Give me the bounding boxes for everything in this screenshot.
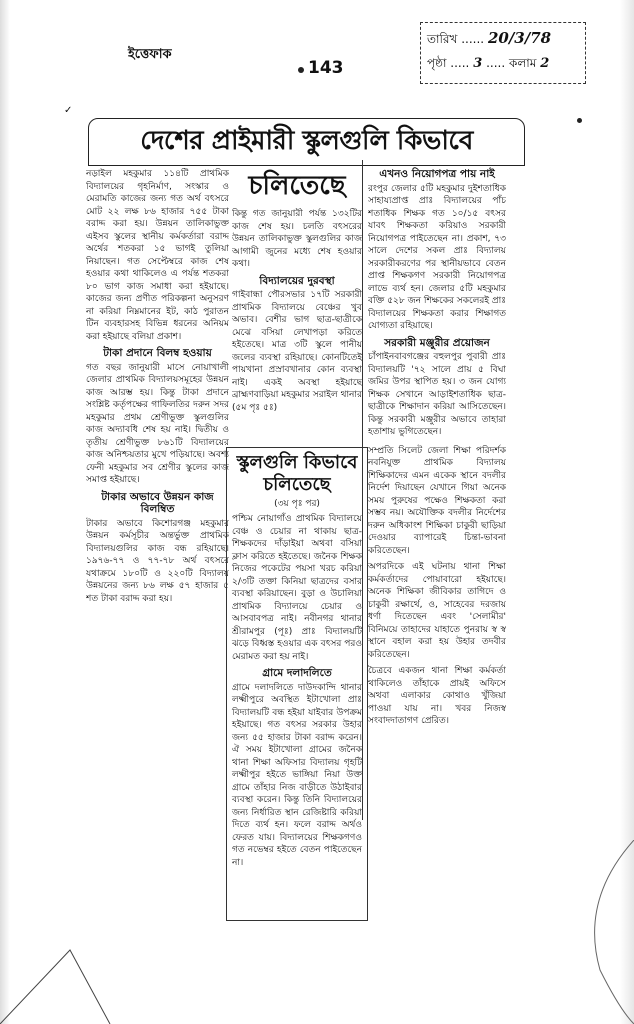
stamp-page-value: 3 (473, 56, 483, 71)
continuation-headline-line2: চলিতেছে (263, 474, 331, 495)
paragraph: পশ্চিম নোয়াগাঁও প্রাথমিক বিদ্যালয়ে বেঞ্চ ও চেয়ার না থাকায় ছাত্র-শিক্ষকদের দাঁড়াইয়া অথবা বসিয়া ক্লাস করিতে হইতেছে। জনৈক শিক্ষক নিজের পকেটের পয়সা খরচ করিয়া ২/৩টি তক্তা কিনিয়া ছাত্রদের বসার ব্যবস্থা করিয়াছেন। বুড়া ও উচালিয়া প্রাথমিক বিদ্যালয়ে চেয়ার ও আসবাবপত্র নাই। নবীনগর থানার শ্রীরামপুর (পূঃ) প্রাঃ বিদ্যালয়টি ঝড়ে বিধ্বস্ত হওয়ার এক বৎসর পরও মেরামত করা হয় নাই। (232, 514, 362, 662)
stamp-date-label: তারিখ (427, 32, 458, 46)
main-headline-line2: চলিতেছে (248, 171, 346, 201)
clipping-page-number: 143 (298, 58, 344, 78)
paragraph: চৈত্রবে একজন থানা শিক্ষা কর্মকর্তা থাকিলেও তাঁহাকে প্রায়ই অফিসে অথবা এলাকার কোথাও খুঁজিয়া পাওয়া যায় না। খবর নিজস্ব সংবাদদাতাগণ প্রেরিত। (368, 666, 506, 726)
article-column-1 (86, 168, 229, 764)
subheading: গ্রামে দলাদলিতে (262, 667, 332, 679)
continuation-headline: স্কুলগুলি কিভাবে (236, 452, 358, 473)
paragraph: রংপুর জেলার ৫টি মহকুমার দুইশতাধিক সাহায্যপ্রাপ্ত প্রাঃ বিদ্যালয়ের পাঁচ শতাধিক শিক্ষক গত ১০/১৫ বৎসর যাবৎ শিক্ষকতা করিয়াও সরকারী নিয়োগপত্র পাইতেছেন না। প্রকাশ, ৭৩ সালে দেশের সকল প্রাঃ বিদ্যালয় সরকারীকরণের পর স্থানীয়ভাবে বেতন প্রাপ্ত শিক্ষকগণ সরকারী নিয়োগপত্র লাভে ব্যর্থ হন। জেলার ৫টি মহকুমার বক্তি ৫২৮ জন শিক্ষকের সকলেরই প্রাঃ বিদ্যালয়ের শিক্ষকতা করার শিক্ষাগত যোগ্যতা রহিয়াছে। (368, 183, 506, 331)
paragraph: কিন্তু গত জানুয়ারী পর্যন্ত ১৩২টির কাজ শেষ হয়। চলতি বৎসরের উন্নয়ন তালিকাভুক্ত স্কুলগুলির কাজ আগামী জুনের মধ্যে শেষ হওয়ার কথা। (232, 209, 362, 269)
article-column-3 (368, 164, 506, 819)
stamp-page-label: পৃষ্ঠা (427, 56, 447, 70)
newspaper-name: ইত্তেফাক (128, 47, 172, 62)
continuation-box (226, 447, 368, 921)
archive-stamp (420, 22, 586, 84)
paragraph: চাঁপাইনবাবগঞ্জের বহুলপুর পুবারী প্রাঃ বিদ্যালয়টি '৭২ সালে প্রায় ৫ বিঘা জমির উপর স্থাপিত হয়। ৩ জন যোগ্য শিক্ষক সেখানে আড়াইশতাধিক ছাত্র-ছাত্রীকে শিক্ষাদান করিয়া আসিতেছেন। কিন্তু সরকারী মঞ্জুরীর অভাবে তাহারা হতাশায় ভুগিতেছেন। (368, 352, 506, 437)
main-headline: দেশের প্রাইমারী স্কুলগুলি কিভাবে (88, 118, 525, 166)
ink-dot-icon (577, 118, 582, 123)
paper-fold-decoration (0, 940, 120, 1024)
ink-dot-icon (298, 67, 304, 73)
subheading: এখনও নিয়োগপত্র পায় নাই (379, 168, 495, 180)
article-column-2-bottom (227, 511, 367, 900)
subheading: বিদ্যালয়ের দুরবস্থা (259, 274, 335, 287)
paragraph: সম্প্রতি সিলেট জেলা শিক্ষা পরিদর্শক নবনিযুক্ত প্রাথমিক বিদ্যালয় শিক্ষিকাদের এমন একেক স্থানে বদলীর নির্দেশ দিয়াছেন যেখানে গিয়া অনেক সময় পুরুষের পক্ষেও শিক্ষকতা করা সম্ভব নয়। অযৌক্তিক বদলীর নির্দেশের দরুন অধিকাংশ শিক্ষিকা চাকুরী ছাড়িয়া দেওয়ার ব্যাপারেই চিন্তা-ভাবনা করিতেছেন। (368, 445, 506, 556)
subheading: টাকার অভাবে উন্নয়ন কাজ বিলম্বিত (101, 490, 214, 515)
paper-curl-decoration (560, 840, 634, 1024)
stamp-date-value: 20/3/78 (487, 29, 552, 47)
paragraph: টাকার অভাবে কিশোরগঞ্জ মহকুমার উন্নয়ন কর্মসূচীর অন্তর্ভুক্ত প্রাথমিক বিদ্যালয়গুলির কাজ বন্ধ রহিয়াছে। ১৯৭৬-৭৭ ও ৭৭-৭৮ অর্থ বৎসরে যথাক্রমে ১৮০টি ও ২২০টি বিদ্যালয় উন্নয়নের জন্য ৮৬ লক্ষ ৫৭ হাজার ৫ শত টাকা বরাদ্দ করা হয়। (86, 518, 229, 604)
paragraph: গ্রামে দলাদলিতে দাউদকান্দি থানার লক্ষ্মীপুরে অবস্থিত ইটাখোলা প্রাঃ বিদ্যালয়টি বন্ধ হইয়া যাইবার উপক্রম হইয়াছে। গত বৎসর সরকার উহার জন্য ৫৫ হাজার টাকা বরাদ্দ করেন। ঐ সময় ইটাখোলা গ্রামের জনৈক থানা শিক্ষা অফিসার বিদ্যালয় গৃহটি লক্ষ্মীপুর হইতে ভাঙ্গিয়া নিয়া উক্ত গ্রামে তাঁহার নিজ বাড়ীতে উঠাইবার ব্যবস্থা করেন। কিন্তু তিনি বিদ্যালয়ের জন্য নির্ধারিত স্থান রেজিষ্টারি করিয়া দিতে ব্যর্থ হন। ফলে বরাদ্দ অর্থও ফেরত যায়। বিদ্যালয়ের শিক্ষকগণও গত নভেম্বর হইতে বেতন পাইতেছেন না। (232, 682, 362, 868)
paragraph: গাইবান্ধা পৌরসভার ১৭টি সরকারী প্রাথমিক বিদ্যালয়ে বেঞ্চের খুব অভাব। বেশীর ভাগ ছাত্র-ছাত্রীকে মেঝে বসিয়া লেখাপড়া করিতে হইতেছে। মাত্র ৩টি স্কুলে পানীয় জলের ব্যবস্থা রহিয়াছে। কোনটিতেই পায়খানা প্রস্রাবখানার কোন ব্যবস্থা নাই। একই অবস্থা হইয়াছে ব্রাহ্মণবাড়িয়া মহকুমার সরাইল থানার (৫ম পৃঃ ৫ঃ) (232, 290, 362, 413)
paragraph: অপরদিকে এই ঘটনায় থানা শিক্ষা কর্মকর্তাদের পোয়াবারো হইয়াছে। অনেক শিক্ষিকা জীবিকার তাগিদে ও চাকুরী রক্ষার্থে, ও, সাহেবের দরজায় ধর্ণা দিতেছেন এবং 'সেলামীর' বিনিময়ে তাহাদের যাহাতে পুনরায় স্ব স্ব স্থানে বহাল করা হয় উহার তদবীর করিতেছেন। (368, 562, 506, 660)
subheading: টাকা প্রদানে বিলম্ব হওয়ায় (103, 347, 212, 359)
stamp-date-row: তারিখ ...... 20/3/78 (427, 29, 552, 47)
article-column-2-top (232, 208, 362, 451)
subheading: সরকারী মঞ্জুরীর প্রয়োজন (384, 336, 490, 349)
stamp-column-label: কলাম (508, 56, 537, 70)
paragraph: গত বছর জানুয়ারী মাসে নোয়াখালী জেলার প্রাথমিক বিদ্যালয়সমূহের উন্নয়ন কাজ আরম্ভ হয়। কিন্তু টাকা প্রদানে সংশ্লিষ্ট কর্তৃপক্ষের গাফিলতির দরুন সদর মহকুমার প্রথম শ্রেণীভুক্ত স্কুলগুলির কাজ অদ্যাবধি শেষ হয় নাই। দ্বিতীয় ও তৃতীয় শ্রেণীভুক্ত ৮৬১টি বিদ্যালয়ের কাজ অনিশ্চয়তার মুখে পড়িয়াছে। অবশ্য ফেনী মহকুমার সব শ্রেণীর স্কুলের কাজ সমাপ্ত হইয়াছে। (86, 362, 229, 485)
punch-mark-icon: ✓ (64, 105, 73, 116)
scan-edge (0, 0, 10, 1024)
stamp-column-value: 2 (540, 56, 550, 71)
continuation-note: (৩য় পৃঃ পর) (274, 499, 320, 509)
stamp-page-row: পৃষ্ঠা ..... 3 ..... কলাম 2 (427, 56, 550, 71)
paragraph: নড়াইল মহকুমার ১১৪টি প্রাথমিক বিদ্যালয়ের গৃহনির্মাণ, সংস্কার ও মেরামতি কাজের জন্য গত অর্থ বৎসরে মোট ২২ লক্ষ ৮৬ হাজার ৭৫৫ টাকা বরাদ্দ করা হয়। উন্নয়ন তালিকাভুক্ত এইসব স্কুলের স্থানীয় কর্মকর্তারা বরাদ্দ অর্থের শতকরা ১৫ ভাগই তুলিয়া নিয়াছেন। গত সেপ্টেম্বরে কাজ শেষ হওয়ার কথা থাকিলেও এ পর্যন্ত শতকরা ৮০ ভাগ কাজ সমাধা করা হইয়াছে। কাজের জন্য প্রণীত পরিকল্পনা অনুসরণ না করিয়া নিম্নমানের ইট, কাঠ পুরাতন টিন ব্যবহারসহ বিভিন্ন ধরনের অনিয়ম করা হইয়াছে বলিয়া প্রকাশ। (86, 169, 229, 342)
